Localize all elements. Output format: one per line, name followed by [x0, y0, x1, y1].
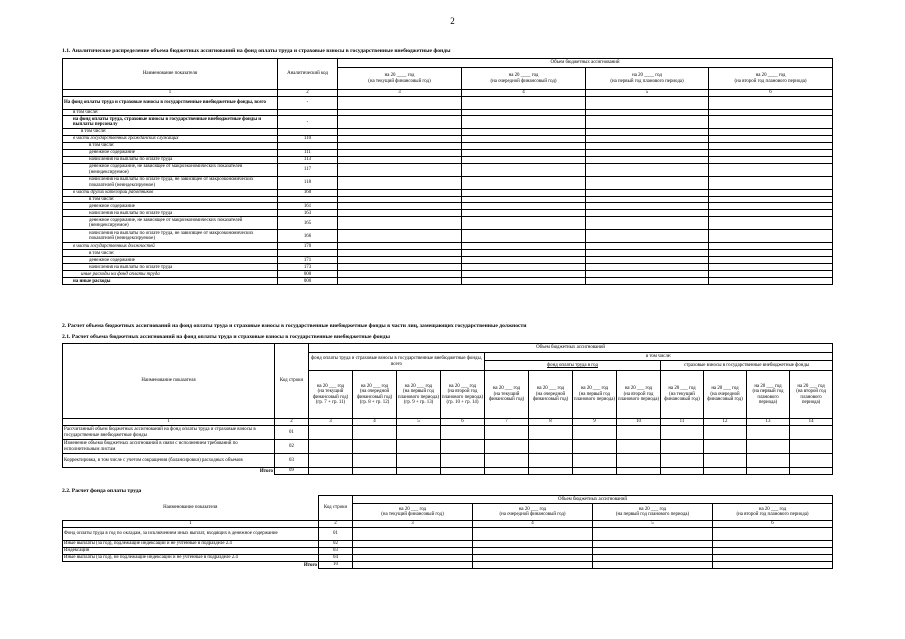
value-cell[interactable]: [586, 264, 709, 271]
value-cell[interactable]: [441, 454, 485, 468]
period-header: на 20 ___ год (на очередной финансовый год): [529, 371, 573, 419]
value-cell[interactable]: [462, 163, 586, 176]
value-cell[interactable]: [709, 250, 833, 257]
table-1-1: [62, 58, 833, 285]
col-number: 2: [319, 521, 353, 528]
value-cell[interactable]: [338, 210, 462, 217]
value-cell[interactable]: [713, 562, 833, 569]
value-cell[interactable]: [593, 528, 713, 541]
row-name: в части других категорий работников: [63, 189, 278, 196]
col-number: 4: [462, 90, 586, 97]
value-cell[interactable]: [713, 528, 833, 541]
table-row: [63, 210, 833, 217]
row-code: -: [278, 97, 338, 110]
value-cell[interactable]: [338, 257, 462, 264]
col-number: 7: [485, 419, 529, 426]
col-number: 4: [473, 521, 593, 528]
value-cell[interactable]: [338, 230, 462, 243]
col-number: 6: [441, 419, 485, 426]
value-cell[interactable]: [661, 468, 704, 475]
row-code: 10: [319, 562, 353, 569]
col-number: 11: [661, 419, 704, 426]
value-cell[interactable]: [709, 149, 833, 156]
value-cell[interactable]: [309, 454, 353, 468]
table-row: [63, 528, 833, 541]
row-code: 117: [278, 163, 338, 176]
value-cell[interactable]: [473, 541, 593, 548]
section-2-1-title: 2.1. Расчет объема бюджетных ассигнований на фонд оплаты труда и страховые взносы в государственные внебюджетные фонды: [62, 334, 390, 340]
value-cell[interactable]: [747, 440, 790, 454]
table-row: [63, 541, 833, 548]
period-header: на 20 ___ год (на очередной финансовый год): [704, 371, 747, 419]
period-header: на 20 ___ год (на текущий финансовый год): [485, 371, 529, 419]
value-cell[interactable]: [713, 555, 833, 562]
table-row: [63, 426, 833, 440]
period-header: на 20 ____ год (на первый год планового периода): [586, 68, 709, 90]
value-cell[interactable]: [462, 203, 586, 210]
row-name: Изменение объема бюджетных ассигнований в связи с исполнением требований по исполнительным листам: [63, 440, 275, 454]
row-code: 161: [278, 203, 338, 210]
value-cell[interactable]: [338, 250, 462, 257]
period-header: на 20 ___ год (на очередной финансовый год): [473, 504, 593, 521]
row-name: Индексация: [63, 548, 319, 555]
value-cell[interactable]: [338, 149, 462, 156]
col-header-name: Наименование показателя: [63, 344, 275, 419]
value-cell[interactable]: [338, 203, 462, 210]
value-cell[interactable]: [485, 426, 529, 440]
row-code: 165: [278, 217, 338, 230]
value-cell[interactable]: [473, 562, 593, 569]
table-row: [63, 271, 833, 278]
col-header-volume: Объем бюджетных ассигнований: [338, 59, 833, 68]
period-header: на 20 ____ год (на очередной финансовый год): [462, 68, 586, 90]
row-code: 110: [278, 135, 338, 142]
value-cell[interactable]: [338, 264, 462, 271]
value-cell[interactable]: [709, 271, 833, 278]
value-cell[interactable]: [353, 426, 397, 440]
value-cell[interactable]: [462, 217, 586, 230]
col-number: 12: [704, 419, 747, 426]
value-cell[interactable]: [709, 97, 833, 110]
col-number: 5: [397, 419, 441, 426]
value-cell[interactable]: [617, 440, 661, 454]
value-cell[interactable]: [338, 271, 462, 278]
value-cell[interactable]: [617, 454, 661, 468]
row-name: начисления на выплаты по оплате труда, не зависящее от макроэкономических показателей (неиндексируемое): [63, 176, 278, 189]
period-header: на 20 ___ год (на второй год планового периода): [617, 371, 661, 419]
value-cell[interactable]: [462, 243, 586, 250]
table-row: [63, 440, 833, 454]
value-cell[interactable]: [462, 264, 586, 271]
row-code: 113: [278, 156, 338, 163]
value-cell[interactable]: [309, 440, 353, 454]
value-cell[interactable]: [338, 116, 462, 129]
row-code: 02: [275, 440, 309, 454]
row-name: Рассчитанный объем бюджетных ассигнований на фонд оплаты труда и страховые взносы в государственные внебюджетные фонды: [63, 426, 275, 440]
row-name: Иные выплаты (за год), не подлежащие индексации и не учтенные в подразделе 2.4: [63, 555, 319, 562]
row-code: -: [278, 116, 338, 129]
col-header-volume: Объем бюджетных ассигнований: [309, 344, 833, 353]
value-cell[interactable]: [709, 176, 833, 189]
row-name: денежное содержание: [63, 257, 278, 264]
table-row: [63, 149, 833, 156]
row-name: денежное содержание: [63, 149, 278, 156]
value-cell[interactable]: [441, 468, 485, 475]
col-number: 5: [593, 521, 713, 528]
col-number: 14: [790, 419, 833, 426]
value-cell[interactable]: [473, 528, 593, 541]
col-header-total: фонд оплаты труда и страховые взносы в государственные внебюджетные фонды, всего: [309, 353, 485, 371]
value-cell[interactable]: [573, 468, 617, 475]
col-number: 3: [338, 90, 462, 97]
table-row: [63, 243, 833, 250]
table-row: [63, 264, 833, 271]
table-row: [63, 217, 833, 230]
value-cell[interactable]: [586, 135, 709, 142]
row-name: в том числе:: [63, 110, 278, 116]
row-name: начисления на выплаты по оплате труда: [63, 156, 278, 163]
table-row: [63, 230, 833, 243]
table-row: [63, 203, 833, 210]
row-name: начисления на выплаты по оплате труда, не зависящее от макроэкономических показателей (неиндексируемое): [63, 230, 278, 243]
value-cell[interactable]: [485, 468, 529, 475]
period-header: на 20 ___ год (на второй год планового периода): [713, 504, 833, 521]
col-header-fot: фонд оплаты труда в год: [485, 361, 661, 371]
value-cell[interactable]: [747, 454, 790, 468]
table-row: [63, 156, 833, 163]
row-code: 09: [275, 468, 309, 475]
value-cell[interactable]: [462, 257, 586, 264]
value-cell[interactable]: [353, 541, 473, 548]
value-cell[interactable]: [709, 203, 833, 210]
row-code: 111: [278, 149, 338, 156]
value-cell[interactable]: [709, 163, 833, 176]
value-cell[interactable]: [529, 454, 573, 468]
total-label: Итого: [63, 562, 319, 569]
value-cell[interactable]: [586, 163, 709, 176]
row-name: денежное содержание, не зависящее от макроэкономических показателей (неиндексируемое): [63, 217, 278, 230]
period-header: на 20 ___ год (на второй год планового периода) (гр. 10 + гр. 14): [441, 371, 485, 419]
value-cell[interactable]: [309, 426, 353, 440]
table-row: [63, 189, 833, 196]
row-code: 03: [319, 548, 353, 555]
value-cell[interactable]: [397, 426, 441, 440]
row-name: в том числе:: [63, 142, 278, 149]
value-cell[interactable]: [586, 230, 709, 243]
value-cell[interactable]: [709, 243, 833, 250]
value-cell[interactable]: [397, 468, 441, 475]
period-header: на 20 ___ год (на второй год планового периода): [790, 371, 833, 419]
value-cell[interactable]: [709, 142, 833, 149]
value-cell[interactable]: [462, 189, 586, 196]
value-cell[interactable]: [338, 176, 462, 189]
row-name: в том числе:: [63, 129, 278, 135]
value-cell[interactable]: [747, 426, 790, 440]
value-cell[interactable]: [790, 440, 833, 454]
value-cell[interactable]: [338, 278, 462, 285]
value-cell[interactable]: [473, 548, 593, 555]
value-cell[interactable]: [593, 555, 713, 562]
col-number: 13: [747, 419, 790, 426]
value-cell[interactable]: [462, 135, 586, 142]
value-cell[interactable]: [586, 189, 709, 196]
value-cell[interactable]: [462, 278, 586, 285]
value-cell[interactable]: [309, 468, 353, 475]
value-cell[interactable]: [529, 468, 573, 475]
value-cell[interactable]: [441, 440, 485, 454]
col-header-name: Наименование показателя: [63, 496, 319, 521]
total-row: [63, 468, 833, 475]
value-cell[interactable]: [338, 163, 462, 176]
row-name: в том числе:: [63, 250, 278, 257]
col-number: 1: [63, 419, 275, 426]
value-cell[interactable]: [709, 257, 833, 264]
table-2-1: [62, 343, 833, 475]
row-code: 01: [275, 426, 309, 440]
row-code: 03: [275, 454, 309, 468]
row-name: на иные расходы: [63, 278, 278, 285]
table-row: [63, 454, 833, 468]
row-name: в том числе:: [63, 196, 278, 202]
value-cell[interactable]: [790, 454, 833, 468]
value-cell[interactable]: [661, 454, 704, 468]
value-cell[interactable]: [704, 440, 747, 454]
table-row: [63, 97, 833, 110]
value-cell[interactable]: [338, 97, 462, 110]
value-cell[interactable]: [713, 548, 833, 555]
table-row: [63, 555, 833, 562]
value-cell[interactable]: [573, 440, 617, 454]
value-cell[interactable]: [586, 97, 709, 110]
period-header: на 20 ___ год (на текущий финансовый год): [661, 371, 704, 419]
value-cell[interactable]: [338, 189, 462, 196]
row-name: иные расходы на фонд оплаты труда: [63, 271, 278, 278]
value-cell[interactable]: [338, 243, 462, 250]
value-cell[interactable]: [462, 149, 586, 156]
value-cell[interactable]: [353, 528, 473, 541]
row-name: Иные выплаты (за год), подлежащие индексации и не учтенные в подразделе 2.4: [63, 541, 319, 548]
value-cell[interactable]: [573, 454, 617, 468]
row-code: 163: [278, 210, 338, 217]
period-header: на 20 ___ год (на текущий финансовый год): [353, 504, 473, 521]
row-name: На фонд оплаты труда и страховые взносы в государственные внебюджетные фонды, всего: [63, 97, 278, 110]
row-name: Корректировка, в том числе с учетом сокращения (балансировки) расходных объемов: [63, 454, 275, 468]
value-cell[interactable]: [462, 97, 586, 110]
row-name: начисления на выплаты по оплате труда: [63, 210, 278, 217]
row-name: в части государственных должностей: [63, 243, 278, 250]
value-cell[interactable]: [747, 468, 790, 475]
value-cell[interactable]: [353, 440, 397, 454]
table-row: [63, 250, 833, 257]
col-header-code: Код строки: [319, 496, 353, 521]
row-code: 04: [319, 555, 353, 562]
value-cell[interactable]: [661, 426, 704, 440]
value-cell[interactable]: [485, 440, 529, 454]
table-2-2: [62, 495, 833, 569]
col-number: 2: [278, 90, 338, 97]
row-code: [278, 250, 338, 257]
value-cell[interactable]: [709, 210, 833, 217]
value-cell[interactable]: [709, 217, 833, 230]
value-cell[interactable]: [709, 156, 833, 163]
value-cell[interactable]: [462, 210, 586, 217]
value-cell[interactable]: [441, 426, 485, 440]
col-number: 6: [709, 90, 833, 97]
value-cell[interactable]: [586, 203, 709, 210]
section-2-2-title: 2.2. Расчет фонда оплаты труда: [62, 488, 142, 494]
section-2-title: 2. Расчет объема бюджетных ассигнований на фонд оплаты труда и страховые взносы в государственные внебюджетные фонды в части лиц, замещающих государственные должности: [62, 323, 527, 329]
value-cell[interactable]: [485, 454, 529, 468]
value-cell[interactable]: [338, 156, 462, 163]
value-cell[interactable]: [353, 548, 473, 555]
col-number: 6: [713, 521, 833, 528]
value-cell[interactable]: [462, 250, 586, 257]
value-cell[interactable]: [338, 217, 462, 230]
row-code: 166: [278, 230, 338, 243]
period-header: на 20 ___ год (на первый год планового периода) (гр. 9 + гр. 13): [397, 371, 441, 419]
value-cell[interactable]: [586, 278, 709, 285]
value-cell[interactable]: [704, 454, 747, 468]
value-cell[interactable]: [573, 426, 617, 440]
value-cell[interactable]: [586, 142, 709, 149]
row-code: 000: [278, 271, 338, 278]
value-cell[interactable]: [586, 257, 709, 264]
row-code: 160: [278, 189, 338, 196]
value-cell[interactable]: [586, 271, 709, 278]
col-number: 2: [275, 419, 309, 426]
row-name: денежное содержание, не зависящее от макроэкономических показателей (неиндексируемое): [63, 163, 278, 176]
value-cell[interactable]: [529, 426, 573, 440]
row-code: 02: [319, 541, 353, 548]
value-cell[interactable]: [709, 135, 833, 142]
value-cell[interactable]: [586, 243, 709, 250]
value-cell[interactable]: [593, 548, 713, 555]
value-cell[interactable]: [704, 468, 747, 475]
value-cell[interactable]: [353, 555, 473, 562]
value-cell[interactable]: [473, 555, 593, 562]
value-cell[interactable]: [462, 116, 586, 129]
value-cell[interactable]: [617, 426, 661, 440]
row-code: 118: [278, 176, 338, 189]
value-cell[interactable]: [338, 135, 462, 142]
col-header-incl: в том числе:: [485, 353, 833, 361]
value-cell[interactable]: [462, 142, 586, 149]
page-number: 2: [450, 16, 455, 26]
value-cell[interactable]: [586, 176, 709, 189]
period-header: на 20 ___ год (на первый год планового периода): [593, 504, 713, 521]
value-cell[interactable]: [709, 264, 833, 271]
value-cell[interactable]: [397, 440, 441, 454]
table-row: [63, 116, 833, 129]
value-cell[interactable]: [353, 562, 473, 569]
value-cell[interactable]: [586, 149, 709, 156]
table-row: [63, 176, 833, 189]
row-code: 173: [278, 264, 338, 271]
col-number: 4: [353, 419, 397, 426]
value-cell[interactable]: [353, 468, 397, 475]
value-cell[interactable]: [586, 217, 709, 230]
value-cell[interactable]: [593, 541, 713, 548]
value-cell[interactable]: [790, 468, 833, 475]
table-row: [63, 142, 833, 149]
col-header-code: Аналитический код: [278, 59, 338, 90]
col-header-code: Код строки: [275, 344, 309, 419]
row-name: начисления на выплаты по оплате труда: [63, 264, 278, 271]
value-cell[interactable]: [709, 116, 833, 129]
row-name: Фонд оплаты труда в год по окладам, за исключением иных выплат, входящих в денежное содержание: [63, 528, 319, 541]
value-cell[interactable]: [661, 440, 704, 454]
value-cell[interactable]: [709, 230, 833, 243]
total-label: Итого: [63, 468, 275, 475]
period-header: на 20 ___ год (на первый год планового периода): [573, 371, 617, 419]
col-number: 1: [63, 521, 319, 528]
value-cell[interactable]: [593, 562, 713, 569]
col-number: 5: [586, 90, 709, 97]
col-number: 9: [573, 419, 617, 426]
value-cell[interactable]: [353, 454, 397, 468]
period-header: на 20 ___ год (на первый год планового периода): [747, 371, 790, 419]
period-header: на 20 ___ год (на очередной финансовый год) (гр. 8 + гр. 12): [353, 371, 397, 419]
row-name: денежное содержание: [63, 203, 278, 210]
row-name: на фонд оплаты труда, страховые взносы в государственные внебюджетные фонды и выплаты персоналу: [63, 116, 278, 129]
value-cell[interactable]: [397, 454, 441, 468]
row-code: [278, 142, 338, 149]
row-code: 000: [278, 278, 338, 285]
row-code: 170: [278, 243, 338, 250]
value-cell[interactable]: [586, 156, 709, 163]
row-code: 01: [319, 528, 353, 541]
value-cell[interactable]: [704, 426, 747, 440]
value-cell[interactable]: [462, 156, 586, 163]
table-row: [63, 548, 833, 555]
table-row: [63, 278, 833, 285]
col-number: 3: [353, 521, 473, 528]
col-number: 3: [309, 419, 353, 426]
value-cell[interactable]: [709, 278, 833, 285]
col-number: 10: [617, 419, 661, 426]
row-code: 171: [278, 257, 338, 264]
period-header: на 20 ____ год (на второй год планового периода): [709, 68, 833, 90]
table-row: [63, 135, 833, 142]
col-number: 1: [63, 90, 278, 97]
value-cell[interactable]: [790, 426, 833, 440]
section-1-1-title: 1.1. Аналитическое распределение объема бюджетных ассигнований на фонд оплаты труда и страховые взносы в государственные внебюджетные фонды: [62, 48, 451, 54]
col-number: 8: [529, 419, 573, 426]
value-cell[interactable]: [529, 440, 573, 454]
period-header: на 20 ___ год (на текущий финансовый год) (гр. 7 + гр. 11): [309, 371, 353, 419]
period-header: на 20 ____ год (на текущий финансовый год): [338, 68, 462, 90]
col-header-name: Наименование показателя: [63, 59, 278, 90]
table-row: [63, 163, 833, 176]
value-cell[interactable]: [709, 189, 833, 196]
value-cell[interactable]: [586, 116, 709, 129]
col-header-insurance: страховые взносы в государственные внебюджетные фонды: [661, 361, 833, 371]
value-cell[interactable]: [338, 142, 462, 149]
row-name: в части государственных гражданских служащих: [63, 135, 278, 142]
value-cell[interactable]: [586, 210, 709, 217]
table-row: [63, 257, 833, 264]
value-cell[interactable]: [713, 541, 833, 548]
total-row: [63, 562, 833, 569]
value-cell[interactable]: [462, 176, 586, 189]
value-cell[interactable]: [586, 250, 709, 257]
value-cell[interactable]: [462, 230, 586, 243]
value-cell[interactable]: [462, 271, 586, 278]
col-header-volume: Объем бюджетных ассигнований: [353, 496, 833, 504]
value-cell[interactable]: [617, 468, 661, 475]
